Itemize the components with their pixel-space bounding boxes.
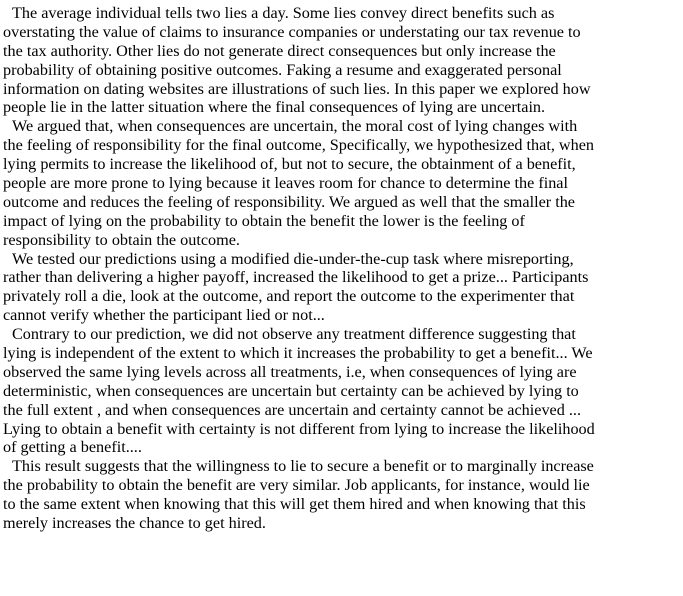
text-line: people are more prone to lying because it leaves room for chance to determine the final xyxy=(3,174,568,193)
text-line: observed the same lying levels across all treatments, i.e, when consequences of lying are xyxy=(3,362,577,381)
text-line: outcome and reduces the feeling of responsibility. We argued as well that the smaller the xyxy=(3,192,575,211)
text-line: cannot verify whether the participant lied or not... xyxy=(3,306,325,325)
text-line: Lying to obtain a benefit with certainty is not different from lying to increase the likelihood xyxy=(3,419,595,438)
text-line: the tax authority. Other lies do not generate direct consequences but only increase the xyxy=(3,41,556,60)
text-line: of getting a benefit.... xyxy=(3,438,142,457)
text-line: lying is independent of the extent to which it increases the probability to get a benefit... We xyxy=(3,344,593,363)
text-line: the feeling of responsibility for the final outcome, Specifically, we hypothesized that, when xyxy=(3,136,594,155)
text-line: This result suggests that the willingness to lie to secure a benefit or to marginally increase xyxy=(12,457,594,476)
text-line: lying permits to increase the likelihood of, but not to secure, the obtainment of a benefit, xyxy=(3,155,576,174)
text-line: responsibility to obtain the outcome. xyxy=(3,230,240,249)
text-line: Contrary to our prediction, we did not observe any treatment difference suggesting that xyxy=(12,325,576,344)
text-line: probability of obtaining positive outcomes. Faking a resume and exaggerated personal xyxy=(3,60,562,79)
paragraph-2 xyxy=(3,117,681,249)
paragraph-3 xyxy=(3,250,681,326)
paragraph-1 xyxy=(3,4,681,117)
text-line: rather than delivering a higher payoff, increased the likelihood to get a prize... Participants xyxy=(3,268,589,287)
text-line: the probability to obtain the benefit are very similar. Job applicants, for instance, would lie xyxy=(3,476,590,495)
text-line: overstating the value of claims to insurance companies or understating our tax revenue to xyxy=(3,22,581,41)
text-line: We argued that, when consequences are uncertain, the moral cost of lying changes with xyxy=(12,117,578,136)
text-line: information on dating websites are illustrations of such lies. In this paper we explored how xyxy=(3,79,591,98)
text-line: The average individual tells two lies a day. Some lies convey direct benefits such as xyxy=(12,4,555,22)
text-line: deterministic, when consequences are uncertain but certainty can be achieved by lying to xyxy=(3,381,579,400)
text-line: to the same extent when knowing that this will get them hired and when knowing that this xyxy=(3,495,586,514)
text-line: We tested our predictions using a modified die-under-the-cup task where misreporting, xyxy=(12,249,574,268)
paragraph-4 xyxy=(3,325,681,457)
text-line: impact of lying on the probability to obtain the benefit the lower is the feeling of xyxy=(3,211,525,230)
text-line: people lie in the latter situation where the final consequences of lying are uncertain. xyxy=(3,98,546,117)
text-line: merely increases the chance to get hired. xyxy=(3,514,266,533)
text-line: the full extent , and when consequences are uncertain and certainty cannot be achieved ... xyxy=(3,400,581,419)
text-line: privately roll a die, look at the outcome, and report the outcome to the experimenter that xyxy=(3,287,575,306)
paragraph-5 xyxy=(3,457,681,533)
